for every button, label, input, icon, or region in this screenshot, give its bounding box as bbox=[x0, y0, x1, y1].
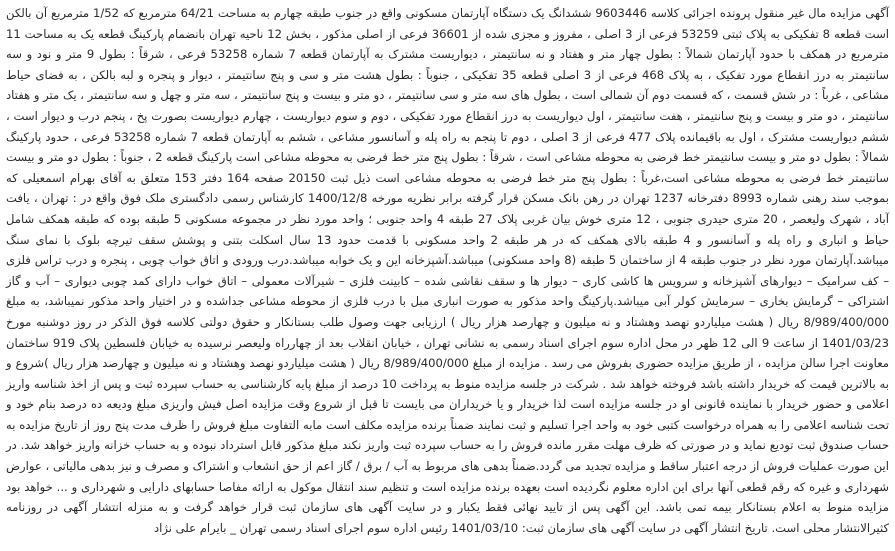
auction-notice-text: آگهی مزایده مال غیر منقول پرونده اجرائی کلاسه 9603446 ششدانگ یک دستگاه آپارتمان مسکونی واقع در جنوب طبقه چهارم به مساحت 64/21 مترمربع که 1/52 مترمربع آن بالکن است قطعه 8 تفکیکی به پلاک ثبتی 53259 فرعی از 3 اصلی ، مفروز و مجزی شده از 36601 فرعی از اصلی مذکور ، بخش 12 ناحیه تهران بانضمام پارکینگ قطعه یک به مساحت 11 مترمربع در همکف با حدود آپارتمان شمالاً : بطول چهار متر و هفتاد و نه سانتیمتر ، دیواریست مشترک به آپارتمان قطعه 7 شماره 53258 فرعی ، شرقاً : بطول 9 متر و نود و سه سانتیمتر به درز انقطاع مورد تفکیک ، به پلاک 468 فرعی از 3 اصلی قطعه 35 تفکیکی ، جنوباً : بطول هشت متر و سی و پنج سانتیمتر ، دیوار و پنجره و لبه بالکن ، به فضای حیاط مشاعی ، غرباً : در شش قسمت ، که قسمت دوم آن شمالی است ، بطول های سه متر و سی سانتیمتر ، دو متر و بیست و پنج سانتیمتر ، سه متر و چهل و سه سانتیمتر ، یک متر و هفتاد سانتیمتر ، دو متر و بیست و پنج سانتیمتر ، هفت سانتیمتر ، اول دیواریست به درز انقطاع مورد تفکیکی ، دوم و سوم دیواریست ، چهارم دیواریست بصورت پخ ، پنجم درب و دیوار است ، ششم دیواریست مشترک ، اول به باقیمانده پلاک 477 فرعی از 3 اصلی ، دوم تا پنجم به راه پله و آسانسور مشاعی ، ششم به آپارتمان قطعه 7 شماره 53258 فرعی ، حدود پارکینگ شمالاً : بطول دو متر و بیست سانتیمتر خط فرضی به محوطه مشاعی است ، شرقاً : بطول پنج متر خط فرضی به محوطه مشاعی است پارکینگ قطعه 2 ، جنوباً : بطول دو متر و بیست سانتیمتر خط فرضی به محوطه مشاعی است،غرباً : بطول پنج متر خط فرضی به محوطه مشاعی است ذیل ثبت 20150 صفحه 164 دفتر 153 متعلق به آقای بهرام اسمعیلی که بموجب سند رهنی شماره 8993 دفترخانه 1237 تهران در رهن بانک مسکن قرار گرفته برابر نظریه مورخه 1400/12/8 کارشناس رسمی دادگستری ملک فوق واقع در : تهران ، یافت آباد ، شهرک ولیعصر ، 20 متری حیدری جنوبی ، 12 متری خوش بیان غربی پلاک 27 طبقه 4 واحد جنوبی ؛ واحد مورد نظر در مجموعه مسکونی 5 طبقه بوده که طبقه همکف شامل حیاط و انباری و راه پله و آسانسور و 4 طبقه بالای همکف که در هر طبقه 2 واحد مسکونی با قدمت حدود 13 سال اسکلت بتنی و پوشش سقف تیرچه بلوک با نمای سنگ میباشد.آپارتمان مورد نظر در جنوب طبقه 4 از ساختمان 5 طبقه (8 واحد مسکونی) میباشد.آشپزخانه این و یک خوابه میباشد.درب ورودی و اتاق خواب چوبی ، پنجره و درب تراس فلزی – کف سرامیک – دیوارهای آشپزخانه و سرویس ها کاشی کاری – دیوار ها و سقف نقاشی شده – کابینت فلزی – شیرآلات معمولی – اتاق خواب دارای کمد چوبی دیواری – آب و گاز اشتراکی – گرمایش بخاری – سرمایش کولر آبی میباشد.پارکینگ واحد مذکور به صورت انباری مبل با درب فلزی از محوطه مشاعی جداشده و در اختیار واحد مذکور نمیباشد، به مبلغ 8/989/400/000 ریال ( هشت میلیاردو نهصد وهشتاد و نه میلیون و چهارصد هزار ریال ) ارزیابی جهت وصول طلب بستانکار و حقوق دولتی کلاسه فوق الذکر در روز دوشنبه مورخ 1401/03/23 از ساعت 9 الی 12 ظهر در محل اداره سوم اجرای اسناد رسمی به نشانی تهران ، خیابان انقلاب بعد از چهارراه ولیعصر نرسیده به خیابان فلسطین پلاک 919 ساختمان معاونت اجرا سالن مزایده ، از طریق مزایده حضوری بفروش می رسد . مزایده از مبلغ 8/989/400/000 ریال ( هشت میلیاردو نهصد وهشتاد و نه میلیون و چهارصد هزار ریال )شروع و به بالاترین قیمت که خریدار داشته باشد فروخته خواهد شد . شرکت در جلسه مزایده منوط به پرداخت 10 درصد از مبلغ پایه کارشناسی به حساب سپرده ثبت و پس از اخذ شناسه واریز اعلامی و حضور خریدار با نماینده قانونی او در جلسه مزایده است لذا خریدار و یا خریداران می بایست تا قبل از شروع وقت مزایده اصل فیش واریزی مبلغ ودیعه ده درصد بنام خود و تحت شناسه اعلامی را به همراه درخواست کتبی خود به واحد اجرا تسلیم و ثبت نمایند ضمناً برنده مزایده مکلف است مابه التفاوت مبلغ فروش را ظرف مدت پنج روز از تاریخ مزایده به حساب صندوق ثبت تودیع نماید و در صورتی که ظرف مهلت مقرر مانده فروش را به حساب سپرده ثبت واریز نکند مبلغ مذکور قابل استرداد نبوده و به حساب خزانه واریز خواهد شد. در این صورت عملیات فروش از درجه اعتبار ساقط و مزایده تجدید می گردد.ضمناً بدهی های مربوط به آب / برق / گاز اعم از حق انشعاب و اشتراک و مصرف و نیز بدهی مالیاتی ، عوارض شهرداری و غیره که رقم قطعی آنها برای این اداره معلوم نگردیده است بعهده برنده مزایده است و تنظیم سند انتقال موکول به ارائه مفاصا حسابهای دارایی و شهرداری و ... خواهد بود مزایده منوط به اعلام بستانکار بیمه نمی باشد. این آگهی پس از تایید نهائی فقط یکبار و در سایت آگهی های سازمان ثبت قرار خواهد گرفت و به منزله انتشار آگهی در روزنامه کثیرالانتشار محلی است. تاریخ انتشار آگهی در سایت آگهی های سازمان ثبت: 1401/03/10 رئیس اداره سوم اجرای اسناد رسمی تهران _ بایرام علی نژاد bbox=[6, 6, 890, 535]
